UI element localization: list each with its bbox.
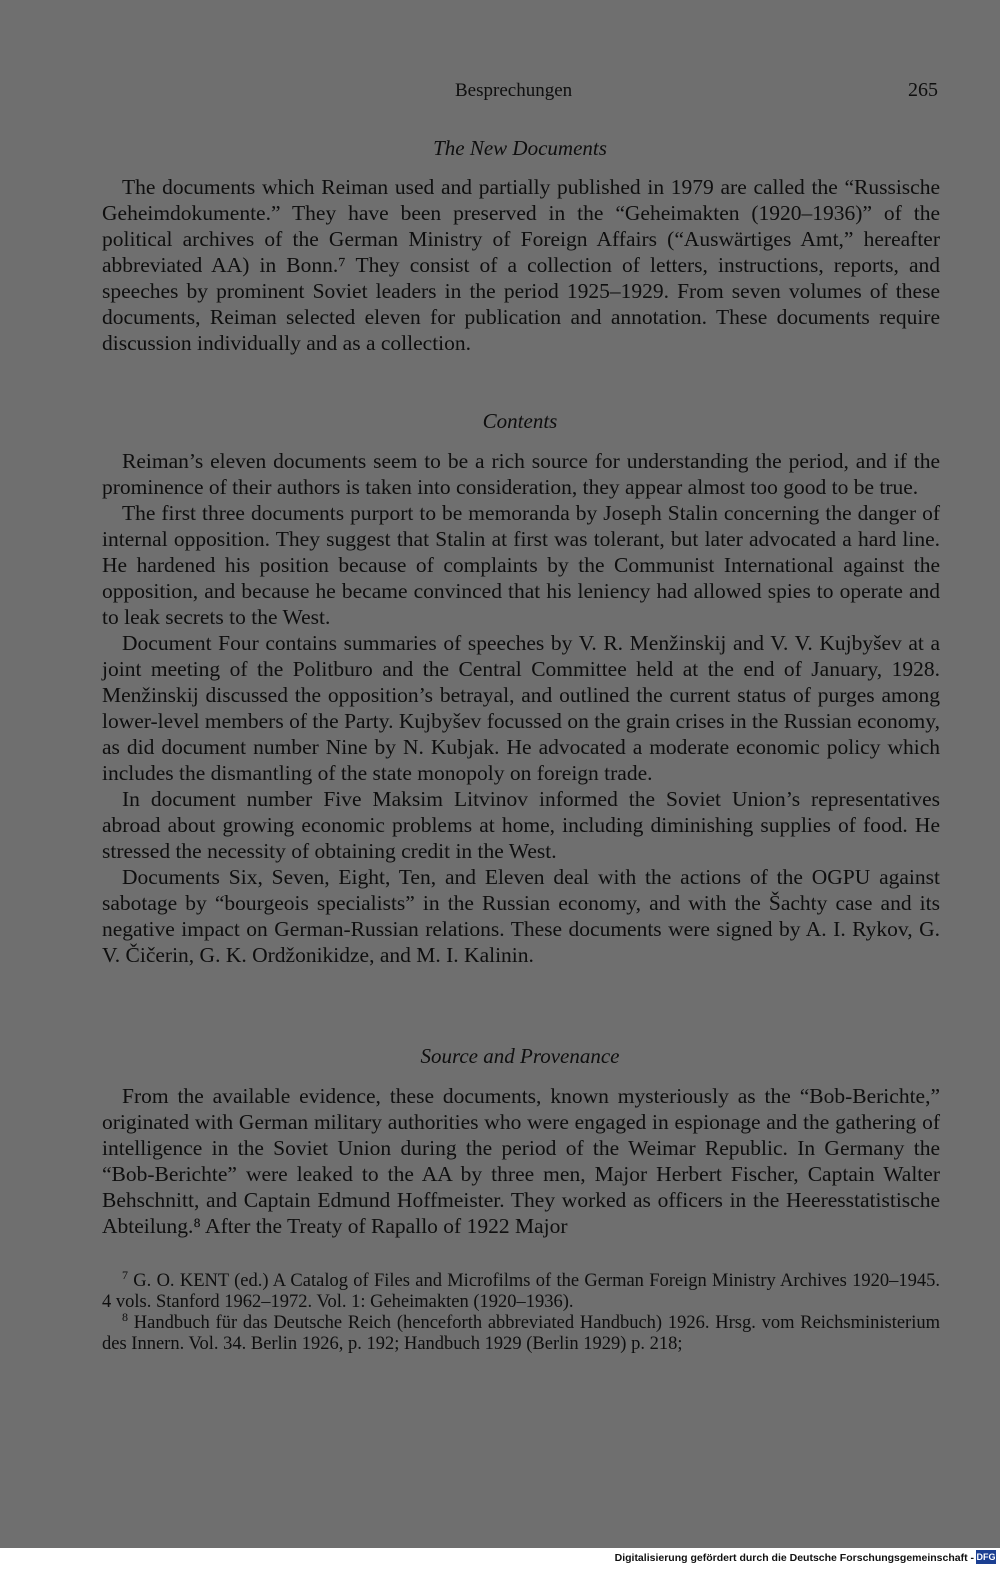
page-number: 265 [908,79,938,101]
paragraph: In document number Five Maksim Litvinov informed the Soviet Union’s representatives abroad about growing economic problems at home, including diminishing supplies of food. He stressed the necessity of obtaining credit in the West. [102,787,940,863]
running-head: Besprechungen [455,80,573,101]
paragraph: From the available evidence, these documents, known mysteriously as the “Bob-Berichte,” originated with German military authorities who were engaged in espionage and the gathering of intelligence in the Soviet Union during the period of the Weimar Republic. In Germany the “Bob-Berichte” were leaked to the AA by three men, Major Herbert Fischer, Captain Walter Behschnitt, and Captain Edmund Hoffmeister. They worked as officers in the Heeresstatistische Abteilung.⁸ After the Treaty of Rapallo of 1922 Major [102,1084,940,1238]
digitization-footer [0,1548,1000,1575]
section-body-contents [102,448,940,968]
paragraph: Documents Six, Seven, Eight, Ten, and Eleven deal with the actions of the OGPU against sabotage by “bourgeois specialists” in the Russian economy, and with the Šachty case and its negative impact on German-Russian relations. These documents were signed by A. I. Rykov, G. V. Čičerin, G. K. Ordžonikidze, and M. I. Kalinin. [102,865,940,967]
footnote [102,1267,941,1313]
section-body-new-documents [102,174,940,356]
footnote-text: G. O. KENT (ed.) A Catalog of Files and Microfilms of the German Foreign Ministry Archives 1920–1945. 4 vols. Stanford 1962–1972. Vol. 1: Geheimakten (1920–1936). [102,1271,941,1312]
footnote [102,1309,940,1355]
section-heading-contents: Contents [482,409,558,433]
paragraph: Document Four contains summaries of speeches by V. R. Menžinskij and V. V. Kujbyšev at a joint meeting of the Politburo and the Central Committee held at the end of January, 1928. Menžinskij discussed the opposition’s betrayal, and outlined the current status of purges among lower-level members of the Party. Kujbyšev focussed on the grain crises in the Russian economy, as did document number Nine by N. Kubjak. He advocated a moderate economic policy which includes the dismantling of the state monopoly on foreign trade. [102,631,940,785]
footnote-marker: 7 [122,1267,128,1282]
section-heading-source-provenance: Source and Provenance [420,1044,620,1068]
section-body-source-provenance [102,1083,940,1239]
paragraph: Reiman’s eleven documents seem to be a rich source for understanding the period, and if the prominence of their authors is taken into consideration, they appear almost too good to be true. [102,449,940,499]
paragraph: The first three documents purport to be memoranda by Joseph Stalin concerning the danger of internal opposition. They suggest that Stalin at first was tolerant, but later advocated a hard line. He hardened his position because of complaints by the Communist International against the opposition, and because he became convinced that his leniency had allowed spies to operate and to leak secrets to the West. [102,501,940,629]
funding-note: Digitalisierung gefördert durch die Deutsche Forschungsgemeinschaft - [614,1552,974,1564]
footnotes [102,1267,941,1355]
footnote-marker: 8 [122,1309,128,1324]
footnote-text: Handbuch für das Deutsche Reich (henceforth abbreviated Handbuch) 1926. Hrsg. vom Reichsministerium des Innern. Vol. 34. Berlin 1926, p. 192; Handbuch 1929 (Berlin 1929) p. 218; [102,1313,940,1354]
dfg-logo: DFG [976,1552,996,1562]
paragraph: The documents which Reiman used and partially published in 1979 are called the “Russische Geheimdokumente.” They have been preserved in the “Geheimakten (1920–1936)” of the political archives of the German Ministry of Foreign Affairs (“Auswärtiges Amt,” hereafter abbreviated AA) in Bonn.⁷ They consist of a collection of letters, instructions, reports, and speeches by prominent Soviet leaders in the period 1925–1929. From seven volumes of these documents, Reiman selected eleven for publication and annotation. These documents require discussion individually and as a collection. [102,175,940,355]
section-heading-new-documents: The New Documents [433,136,607,160]
